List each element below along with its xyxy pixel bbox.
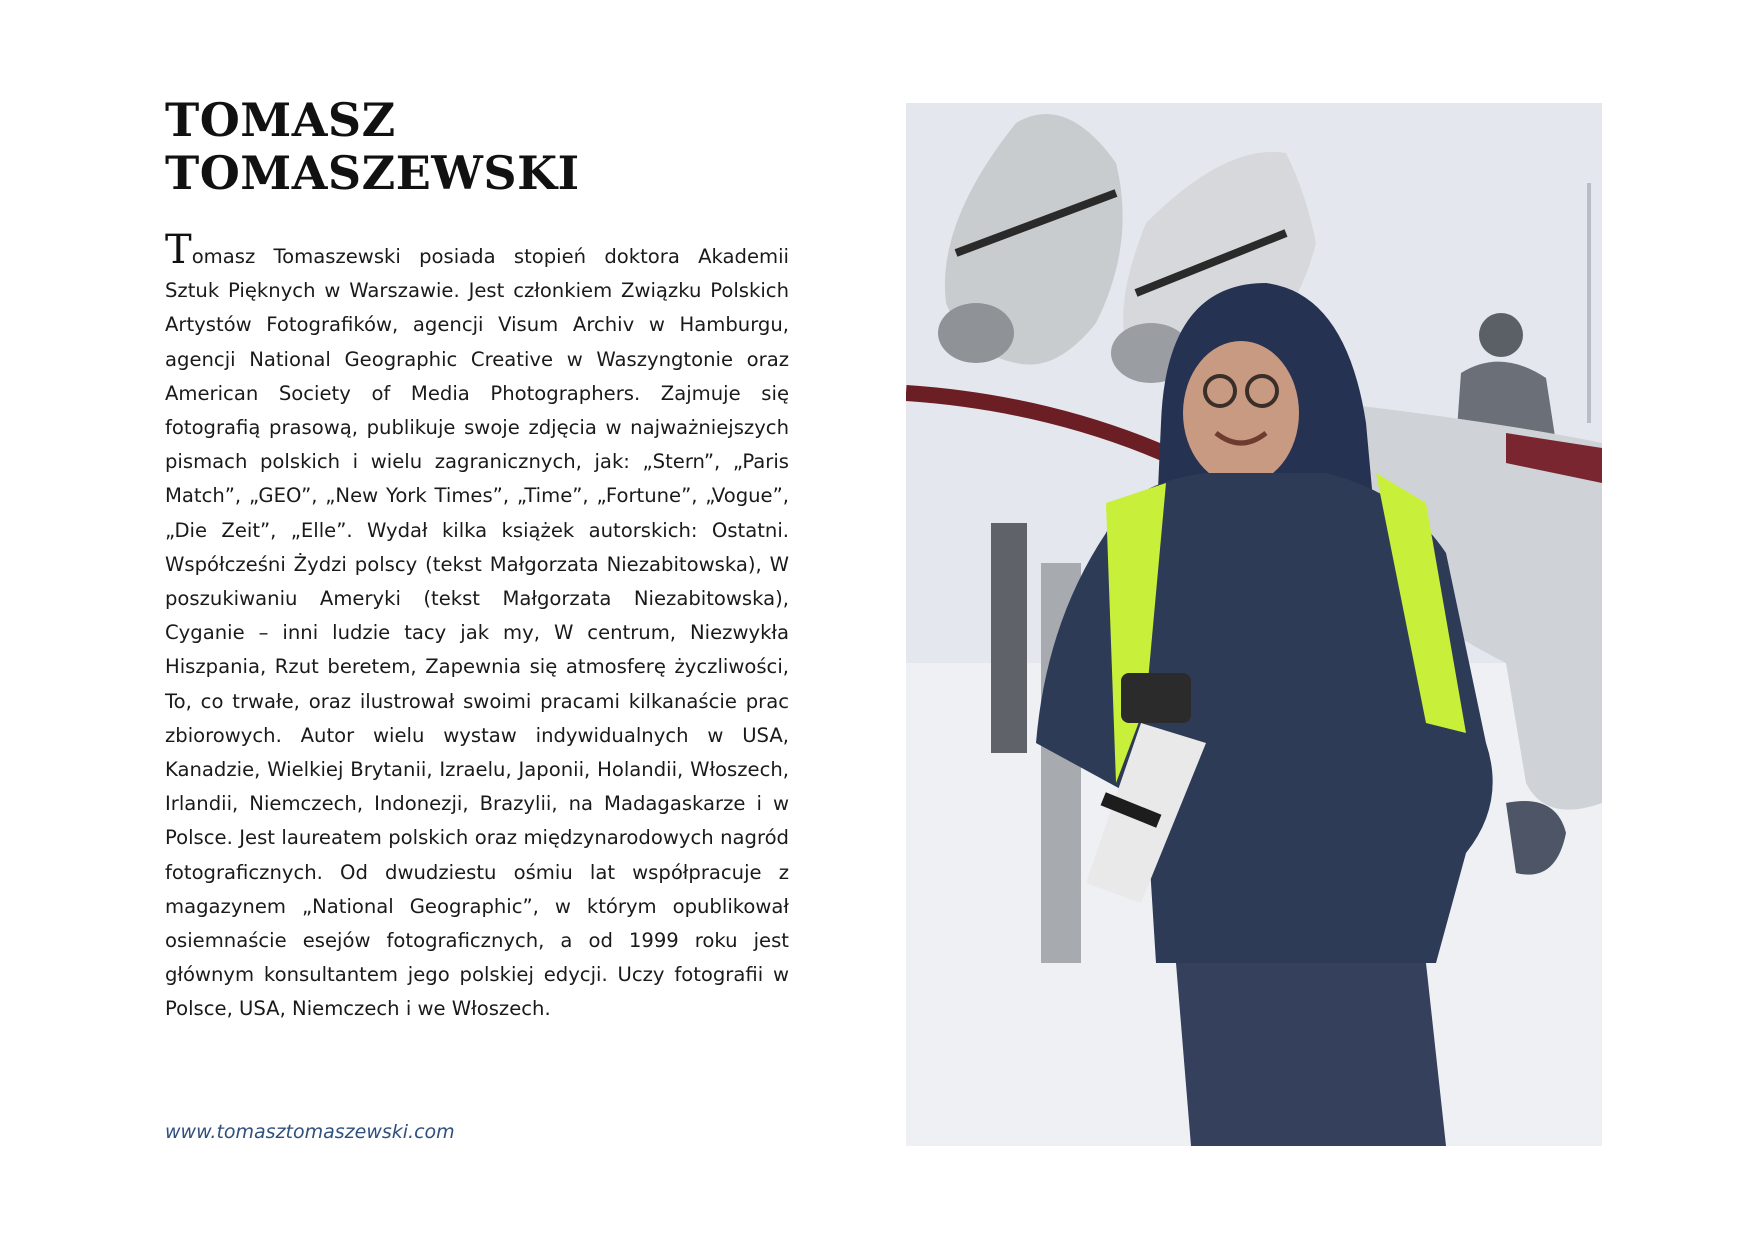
background-person-head: [1479, 313, 1523, 357]
horse-muzzle-left: [938, 303, 1014, 363]
lamp-post: [1587, 183, 1591, 423]
page-title: [165, 94, 580, 200]
biography-paragraph: [165, 227, 789, 1027]
website-link[interactable]: www.tomasztomaszewski.com: [165, 1121, 455, 1143]
title-line-2: TOMASZEWSKI: [165, 146, 580, 200]
drop-cap: T: [165, 227, 192, 273]
biography-text: omasz Tomaszewski posiada stopień doktora Akademii Sztuk Pięknych w Warszawie. Jest członkiem Związku Polskich Artystów Fotografików, agencji Visum Archiv w Hamburgu, agencji National Geographic Creative w Waszyngtonie oraz American Society of Media Photographers. Zajmuje się fotografią prasową, publikuje swoje zdjęcia w najważniejszych pismach polskich i wielu zagranicznych, jak: „Stern”, „Paris Match”, „GEO”, „New York Times”, „Time”, „Fortune”, „Vogue”, „Die Zeit”, „Elle”. Wydał kilka książek autorskich: Ostatni. Współcześni Żydzi polscy (tekst Małgorzata Niezabitowska), W poszukiwaniu Ameryki (tekst Małgorzata Niezabitowska), Cyganie – inni ludzie tacy jak my, W centrum, Niezwykła Hiszpania, Rzut beretem, Zapewnia się atmosferę życzliwości, To, co trwałe, oraz ilustrował swoimi pracami kilkanaście prac zbiorowych. Autor wielu wystaw indywidualnych w USA, Kanadzie, Wielkiej Brytanii, Izraelu, Japonii, Holandii, Włoszech, Irlandii, Niemczech, Indonezji, Brazylii, na Madagaskarze i w Polsce. Jest laureatem polskich oraz międzynarodowych nagród fotograficznych. Od dwudziestu ośmiu lat współpracuje z magazynem „National Geographic”, w którym opublikował osiemnaście esejów fotograficznych, a od 1999 roku jest głównym konsultantem jego polskiej edycji. Uczy fotografii w Polsce, USA, Niemczech i we Włoszech.: [165, 245, 789, 1021]
person-trousers: [1176, 963, 1446, 1146]
camera-body: [1121, 673, 1191, 723]
person-face: [1183, 341, 1299, 485]
portrait-photo: [906, 103, 1602, 1146]
portrait-photo-illustration: [906, 103, 1602, 1146]
title-line-1: TOMASZ: [165, 93, 396, 147]
horse-leg-1: [991, 523, 1027, 753]
